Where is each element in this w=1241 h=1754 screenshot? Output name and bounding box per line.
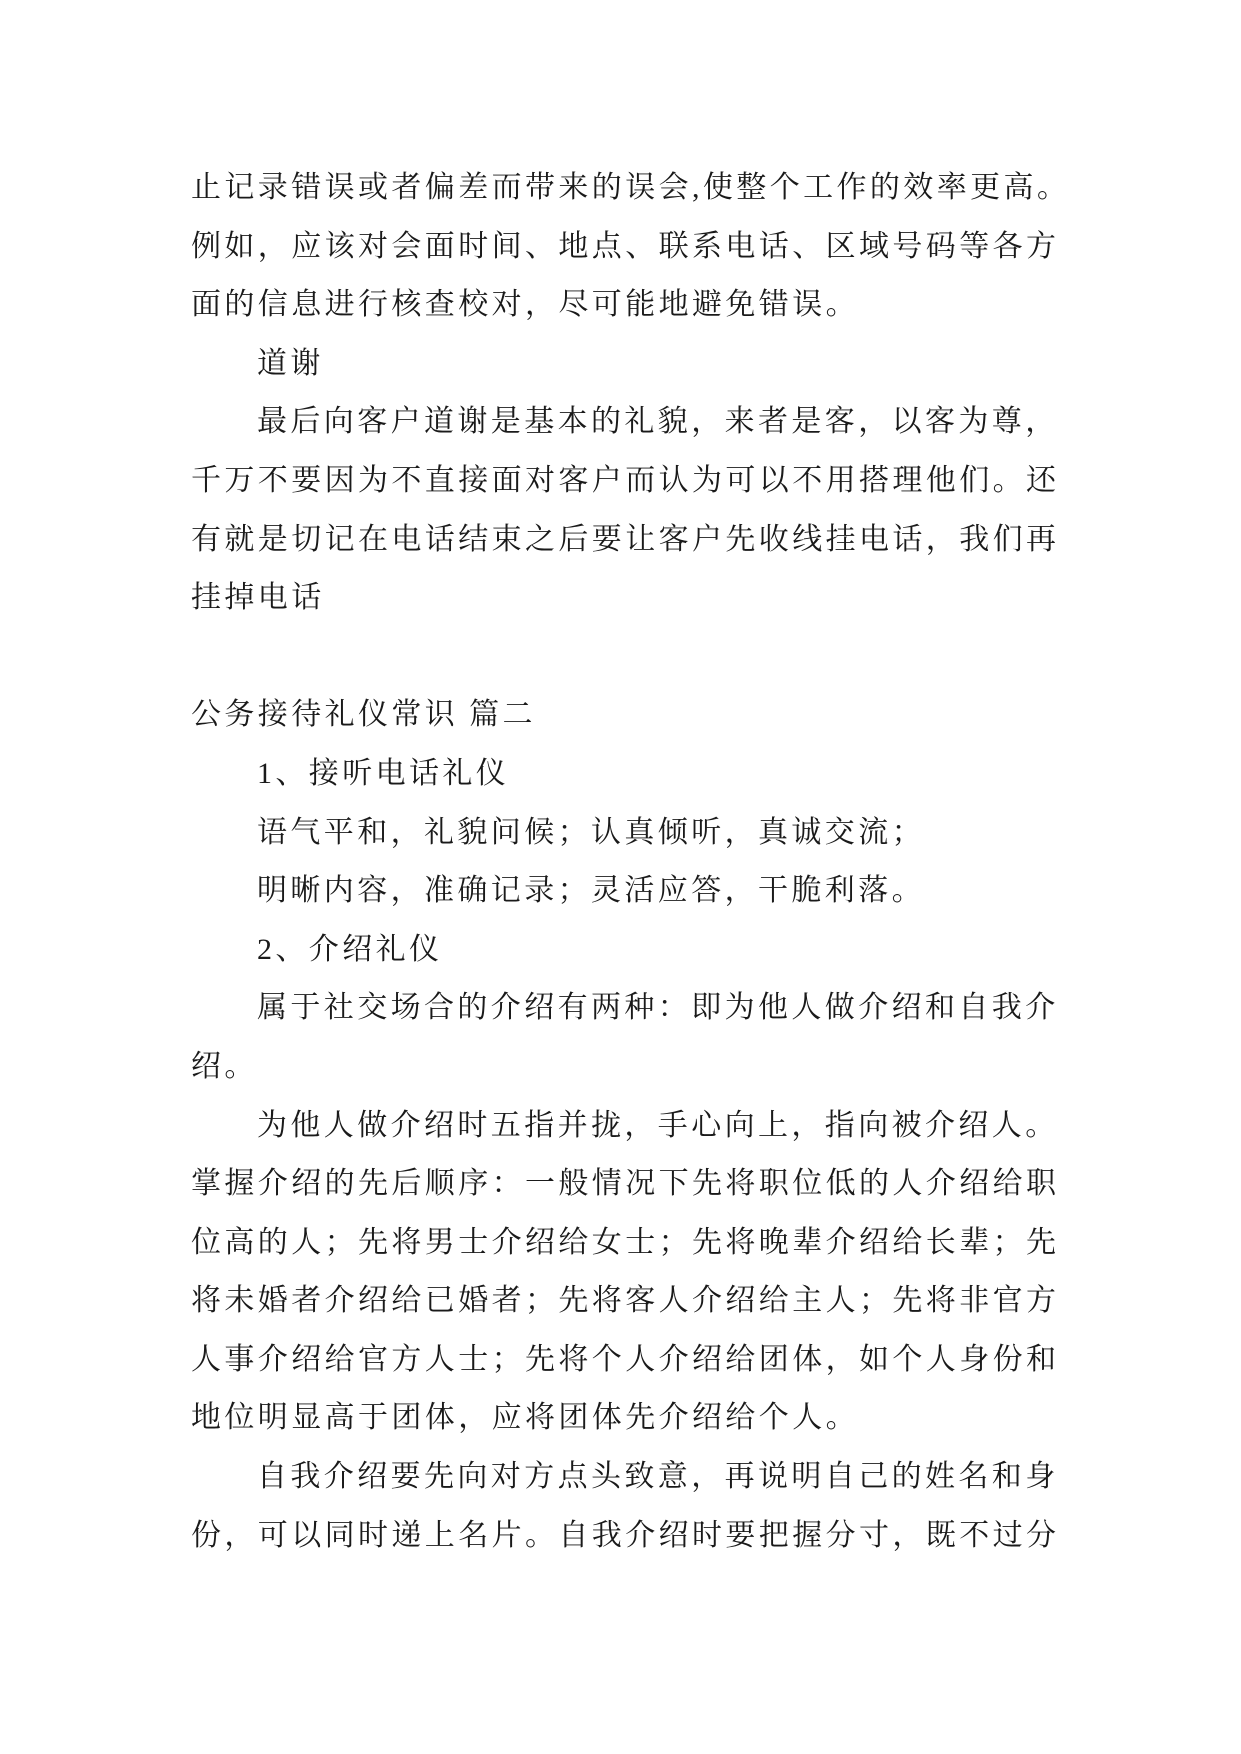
section-heading: 公务接待礼仪常识 篇二 <box>191 698 536 732</box>
text-line: 有就是切记在电话结束之后要让客户先收线挂电话，我们再 <box>191 522 1060 556</box>
text-line: 绍。 <box>191 1049 258 1083</box>
text-line: 挂掉电话 <box>191 581 325 615</box>
text-line: 人事介绍给官方人士；先将个人介绍给团体，如个人身份和 <box>191 1342 1060 1376</box>
text-line: 语气平和，礼貌问候；认真倾听，真诚交流； <box>257 815 925 849</box>
text-line: 将未婚者介绍给已婚者；先将客人介绍给主人；先将非官方 <box>191 1284 1060 1318</box>
subheading-phone-etiquette: 1、接听电话礼仪 <box>257 756 510 790</box>
text-line: 位高的人；先将男士介绍给女士；先将晚辈介绍给长辈；先 <box>191 1225 1060 1259</box>
text-line: 地位明显高于团体，应将团体先介绍给个人。 <box>191 1401 859 1435</box>
subheading-thanks: 道谢 <box>257 346 324 380</box>
blank-line <box>191 628 1151 687</box>
text-line: 自我介绍要先向对方点头致意，再说明自己的姓名和身 <box>257 1460 1059 1494</box>
text-line: 例如，应该对会面时间、地点、联系电话、区域号码等各方 <box>191 229 1060 263</box>
subheading-introduction-etiquette: 2、介绍礼仪 <box>257 932 443 966</box>
text-line: 千万不要因为不直接面对客户而认为可以不用搭理他们。还 <box>191 463 1060 497</box>
text-line: 掌握介绍的先后顺序：一般情况下先将职位低的人介绍给职 <box>191 1167 1060 1201</box>
document-body <box>191 159 1151 1565</box>
text-line: 份，可以同时递上名片。自我介绍时要把握分寸，既不过分 <box>191 1518 1060 1552</box>
text-line: 明晰内容，准确记录；灵活应答，干脆利落。 <box>257 874 925 908</box>
text-line: 面的信息进行核查校对，尽可能地避免错误。 <box>191 288 859 322</box>
text-line: 最后向客户道谢是基本的礼貌，来者是客，以客为尊， <box>257 405 1059 439</box>
text-line: 属于社交场合的介绍有两种：即为他人做介绍和自我介 <box>257 991 1059 1025</box>
text-line: 为他人做介绍时五指并拢，手心向上，指向被介绍人。 <box>257 1108 1059 1142</box>
text-line: 止记录错误或者偏差而带来的误会,使整个工作的效率更高。 <box>191 171 1071 204</box>
